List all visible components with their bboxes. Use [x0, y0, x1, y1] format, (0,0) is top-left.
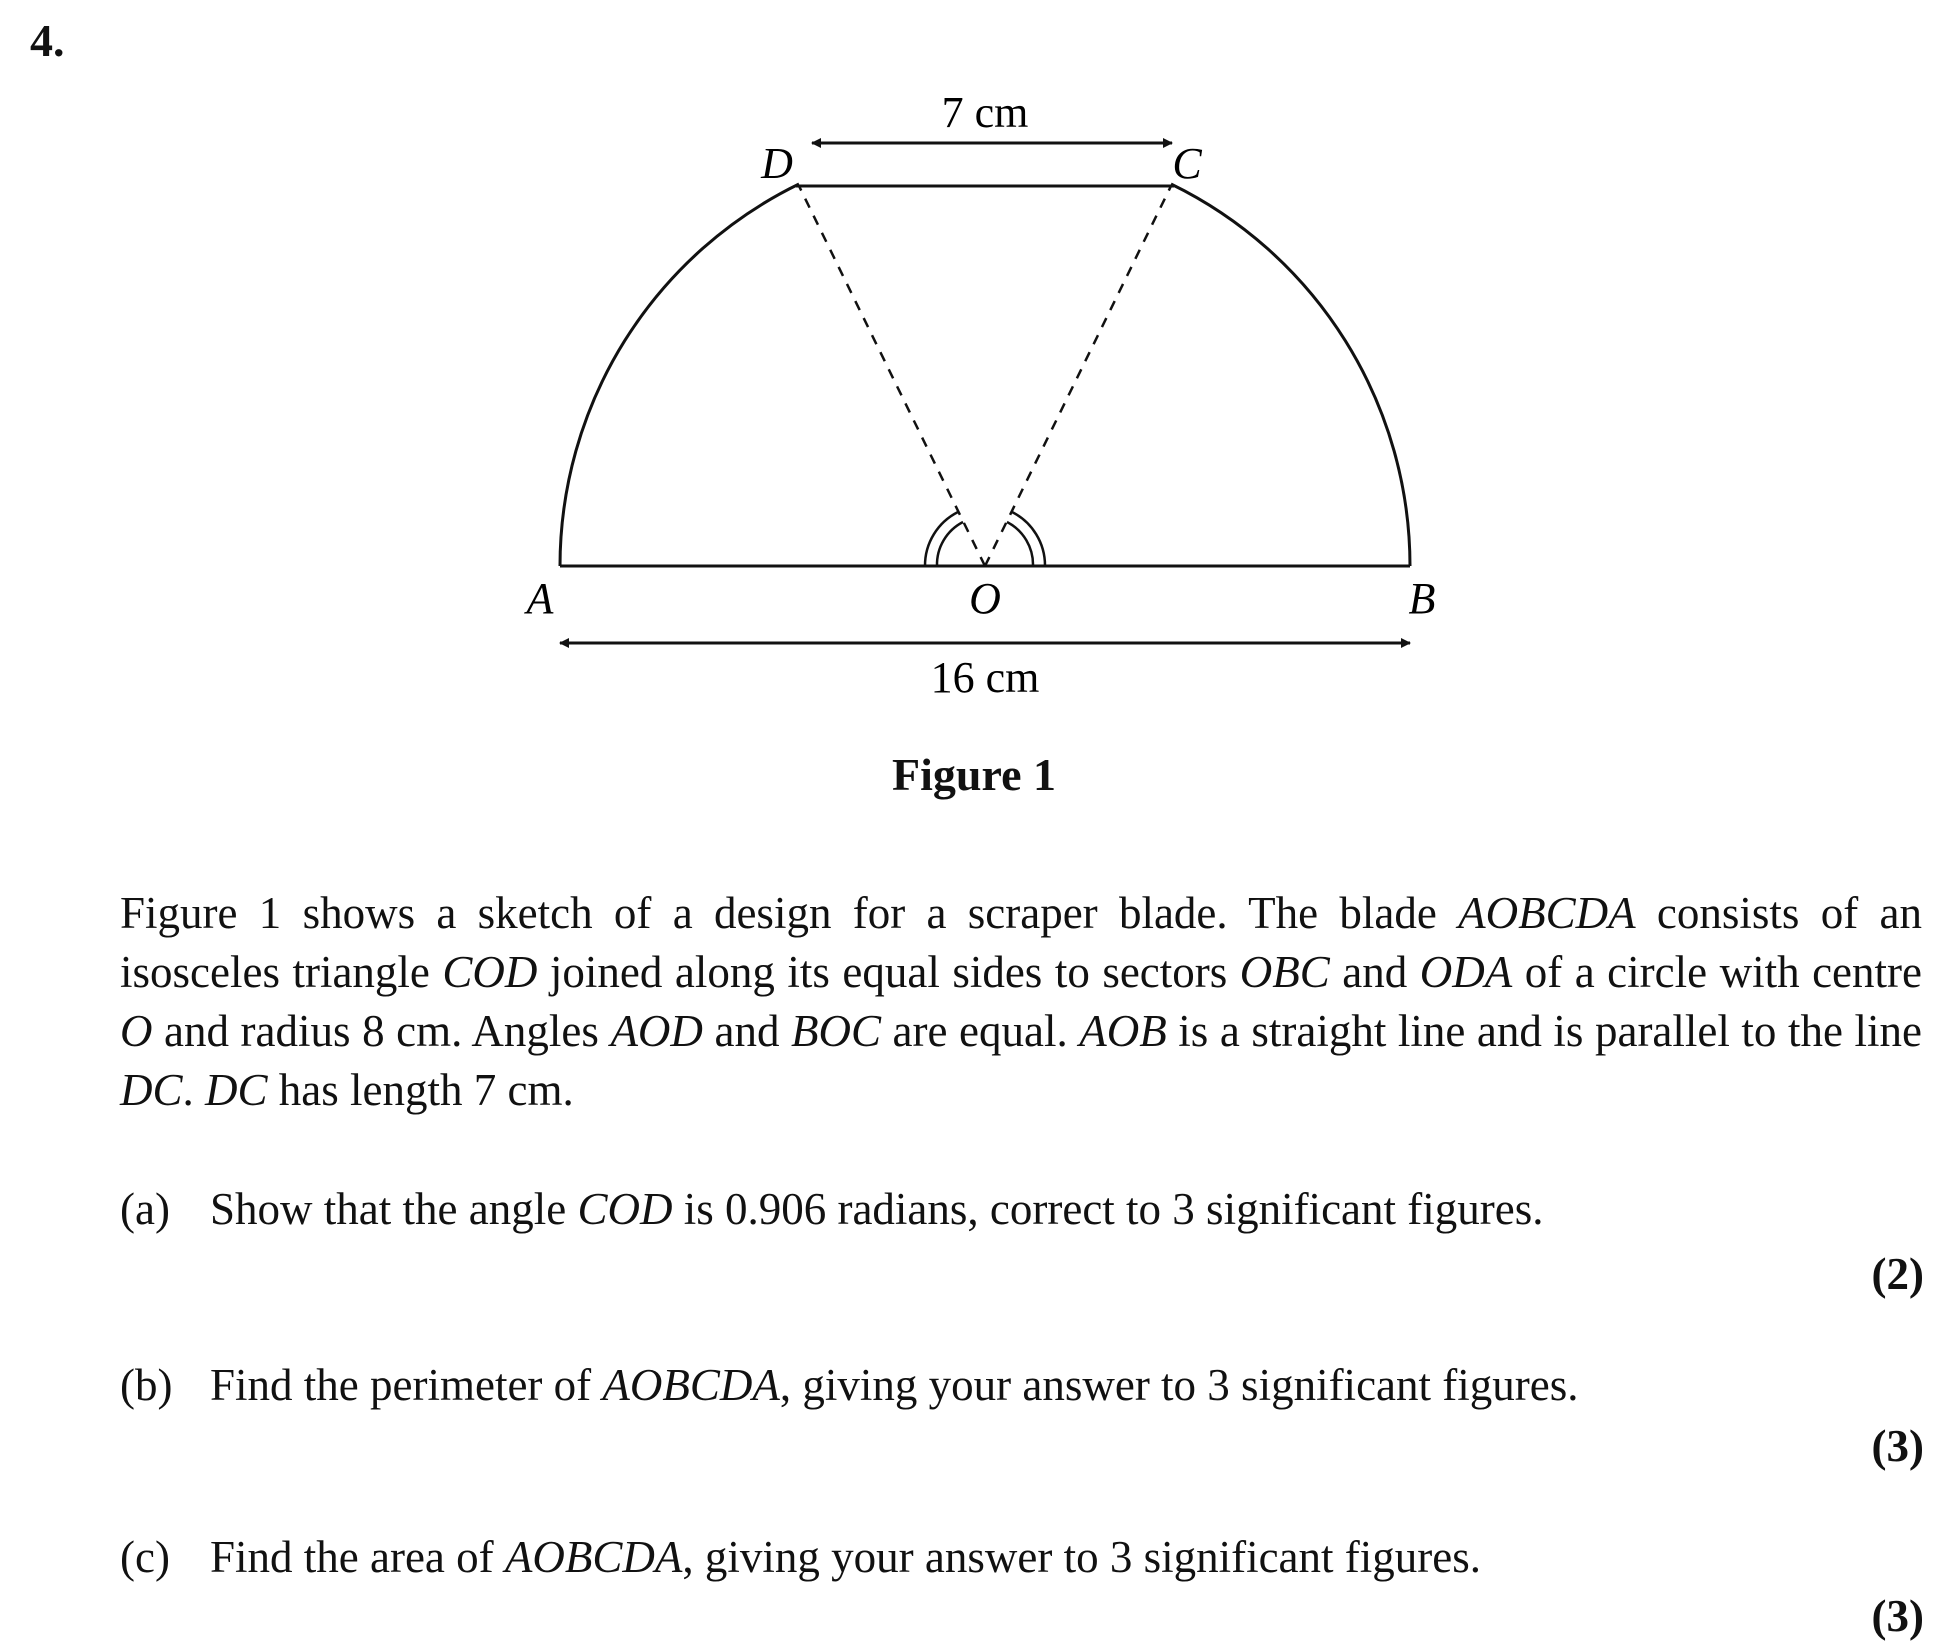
part-a-marks: (2) — [1871, 1249, 1924, 1299]
point-label-b: B — [1408, 574, 1436, 623]
question-intro: Figure 1 shows a sketch of a design for a scraper blade. The blade AOBCDA consists of an isosceles triangle COD joined along its equal sides to sectors OBC and ODA of a circle with centre O and radius 8 cm. Angles AOD and BOC are equal. AOB is a straight line and is parallel to the line DC. DC has length 7 cm. — [120, 888, 1922, 1115]
dashed-radius-oc — [985, 186, 1171, 566]
part-c-text: Find the area of AOBCDA, giving your answer to 3 significant figures. — [210, 1532, 1481, 1582]
part-b-text: Find the perimeter of AOBCDA, giving your answer to 3 significant figures. — [210, 1360, 1579, 1410]
angle-mark-aod-inner — [937, 522, 963, 566]
dimension-label-ab: 16 cm — [930, 653, 1040, 702]
point-label-o: O — [969, 574, 1001, 623]
part-b-marks: (3) — [1871, 1421, 1924, 1471]
part-c-marks: (3) — [1871, 1591, 1924, 1641]
part-b — [120, 1356, 1578, 1415]
angle-mark-boc-outer — [1012, 512, 1045, 566]
angle-mark-aod-outer — [925, 512, 958, 566]
point-label-a: A — [526, 574, 554, 623]
dashed-radius-od — [799, 186, 985, 566]
figure-1-diagram — [0, 0, 1948, 760]
part-b-label: (b) — [120, 1360, 173, 1410]
part-a-label: (a) — [120, 1184, 170, 1234]
point-label-d: D — [761, 139, 793, 188]
part-c-label: (c) — [120, 1532, 170, 1582]
question-number: 4. — [30, 15, 65, 66]
part-c — [120, 1528, 1481, 1587]
part-a-text: Show that the angle COD is 0.906 radians, correct to 3 significant figures. — [210, 1184, 1544, 1234]
arc-cb — [1171, 184, 1410, 566]
point-label-c: C — [1172, 139, 1202, 188]
dimension-label-dc: 7 cm — [941, 88, 1029, 137]
part-a — [120, 1180, 1543, 1239]
angle-mark-boc-inner — [1007, 522, 1033, 566]
figure-caption: Figure 1 — [892, 749, 1056, 800]
arc-ad — [560, 184, 799, 566]
